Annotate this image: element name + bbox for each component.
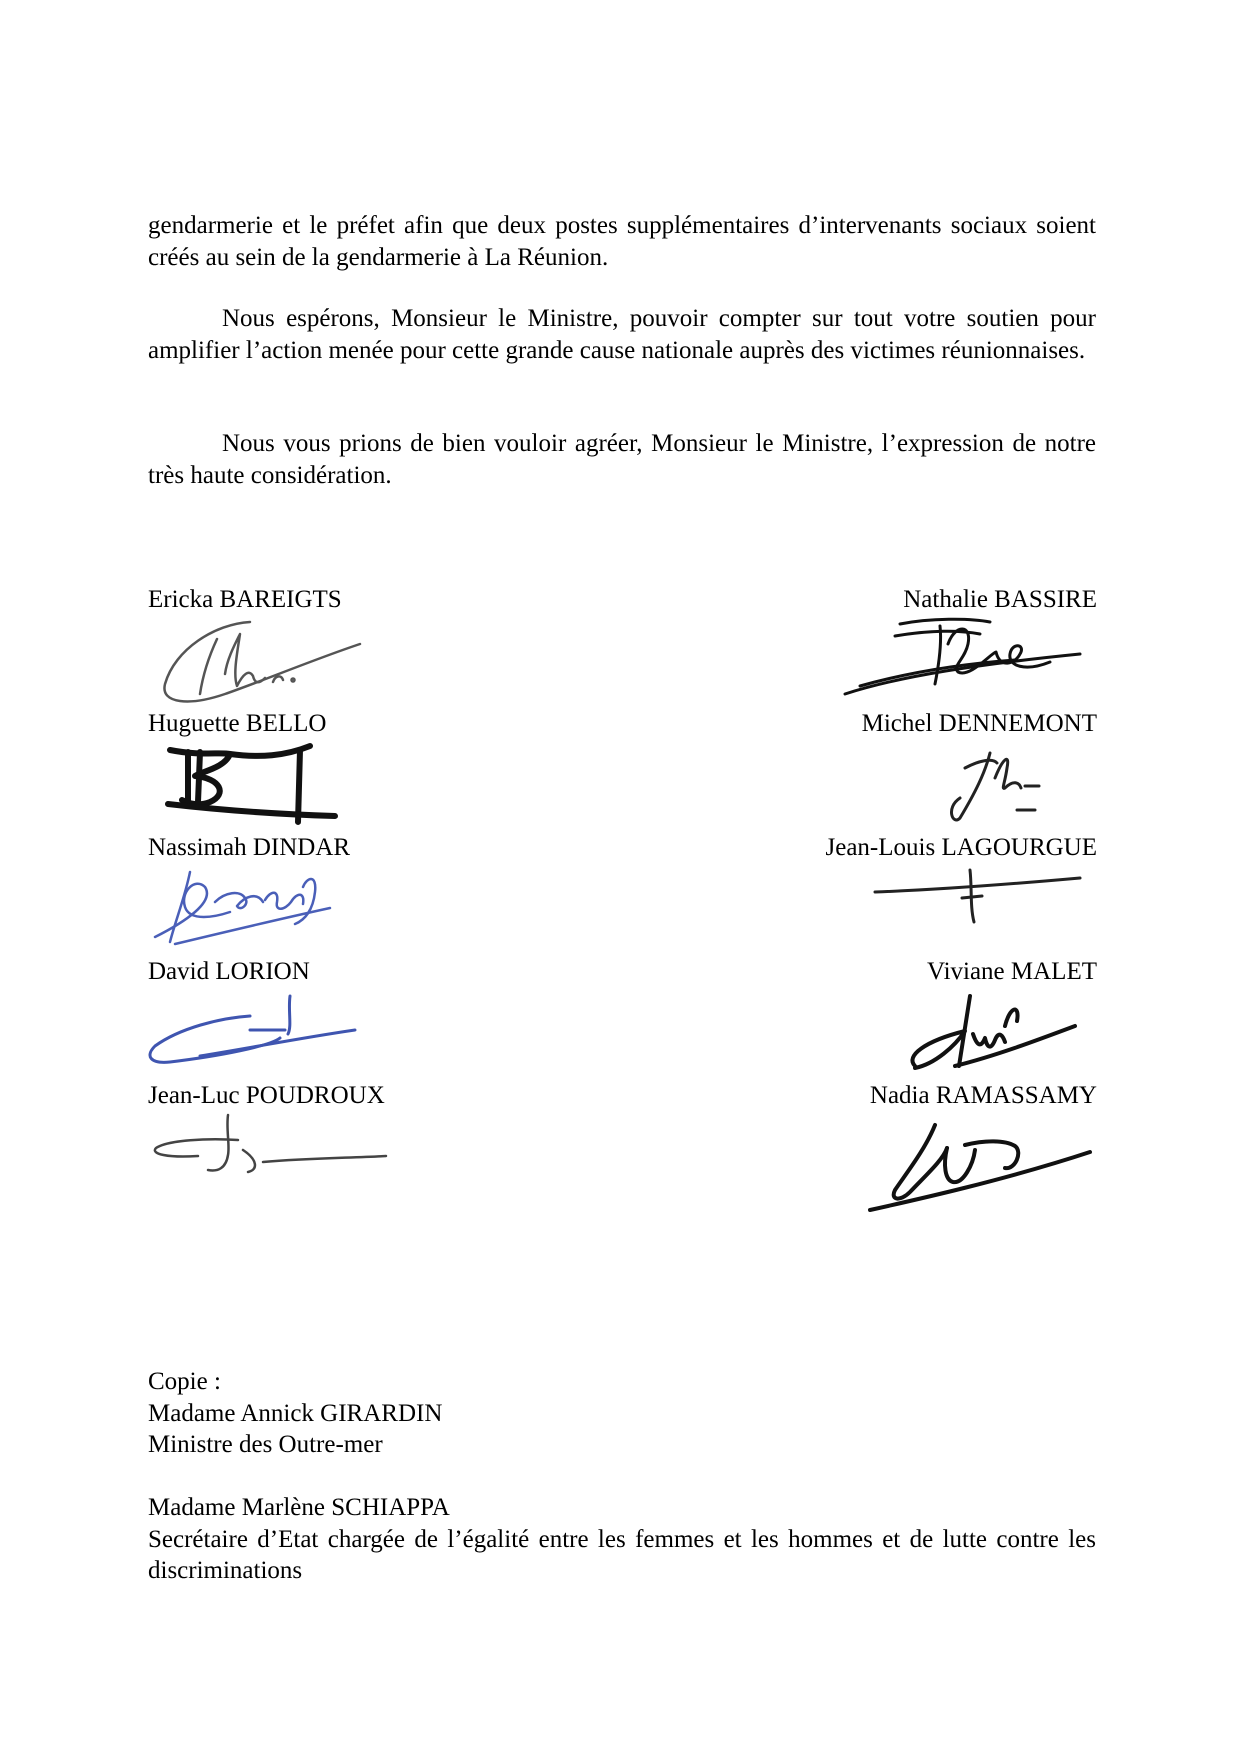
signature-bello (160, 738, 340, 828)
signature-malet (895, 986, 1085, 1076)
letter-paragraph-1: gendarmerie et le préfet afin que deux postes supplémentaires d’intervenants sociaux soient créés au sein de la gendarmerie à La Réunion. (148, 212, 1096, 271)
letter-paragraph-3: Nous vous prions de bien vouloir agréer, Monsieur le Ministre, l’expression de notre très haute considération. (148, 430, 1096, 489)
signature-lagourgue (870, 862, 1085, 942)
signatory-name-malet: Viviane MALET (927, 958, 1097, 985)
signature-poudroux (148, 1110, 388, 1190)
signatory-name-ramassamy: Nadia RAMASSAMY (869, 1082, 1097, 1109)
copy-section (148, 1366, 1096, 1587)
signatory-name-lagourgue: Jean-Louis LAGOURGUE (825, 834, 1097, 861)
letter-paragraph-2: Nous espérons, Monsieur le Ministre, pouvoir compter sur tout votre soutien pour amplifier l’action menée pour cette grande cause nationale auprès des victimes réunionnaises. (148, 305, 1096, 364)
signature-bareigts (155, 614, 365, 714)
signatory-name-bassire: Nathalie BASSIRE (903, 586, 1097, 613)
copy-heading: Copie : (148, 1368, 221, 1395)
signature-ramassamy (855, 1110, 1095, 1220)
signatory-name-bareigts: Ericka BAREIGTS (148, 586, 342, 613)
signature-dindar (145, 862, 335, 952)
signatory-name-dennemont: Michel DENNEMONT (861, 710, 1097, 737)
copy-recipient-name: Madame Annick GIRARDIN (148, 1399, 443, 1427)
signatory-name-poudroux: Jean-Luc POUDROUX (148, 1082, 385, 1109)
signature-bassire (840, 614, 1090, 704)
copy-recipient-title: Secrétaire d’Etat chargée de l’égalité entre les femmes et les hommes et de lutte contre les discriminations (148, 1525, 1096, 1584)
copy-recipient-name: Madame Marlène SCHIAPPA (148, 1494, 450, 1521)
copy-recipient-title: Ministre des Outre-mer (148, 1431, 383, 1458)
signature-lorion (140, 986, 360, 1076)
copy-spacer (148, 1461, 1096, 1493)
signatory-name-lorion: David LORION (148, 958, 310, 985)
signatory-name-dindar: Nassimah DINDAR (148, 834, 351, 861)
signature-dennemont (935, 738, 1055, 828)
signatory-name-bello: Huguette BELLO (148, 710, 327, 737)
